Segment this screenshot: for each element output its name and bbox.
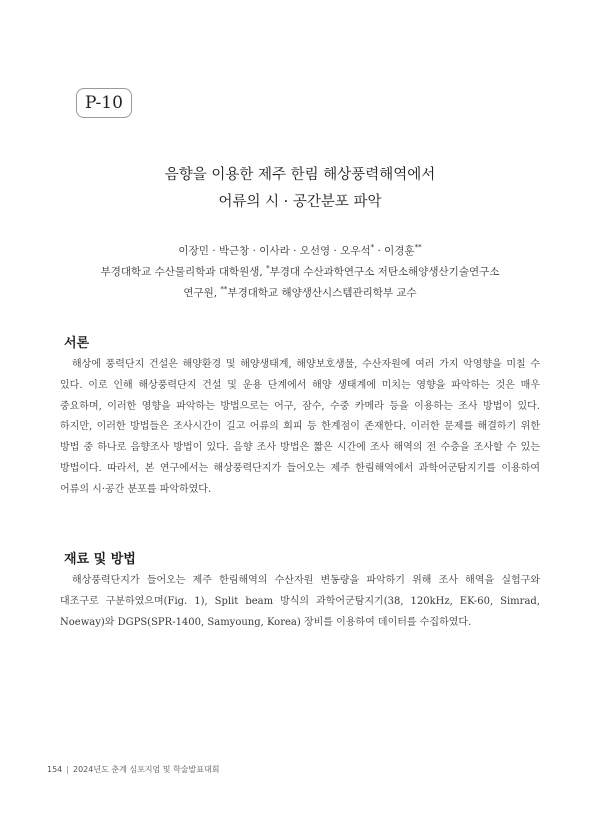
author-mark-1: * <box>370 243 375 252</box>
intro-body: 해상에 풍력단지 건설은 해양환경 및 해양생태계, 해양보호생물, 수산자원에 여러 가지 악영향을 미칠 수 있다. 이로 인해 해상풍력단지 건설 및 운용 단계에서 해양 생태계에 미치는 영향을 파악하는 것은 매우 중요하며, 이러한 영향을 파악하는 방법으로는 어구, 잠수, 수중 카메라 등을 이용하는 조사 방법이 있다. 하지만, 이러한 방법들은 조사시간이 길고 어류의 회피 등 한계점이 존재한다. 이러한 문제를 해결하기 위한 방법 중 하나로 음향조사 방법이 있다. 음향 조사 방법은 짧은 시간에 조사 해역의 전 수층을 조사할 수 있는 방법이다. 따라서, 본 연구에서는 해상풍력단지가 들어오는 제주 한림해역에서 과학어군탐지기를 이용하여 어류의 시·공간 분포를 파악하였다. <box>60 359 540 495</box>
affiliation-line-2 <box>0 283 600 304</box>
intro-heading: 서론 <box>64 336 90 351</box>
page-number: 154 <box>47 765 63 774</box>
author-separator: · <box>374 245 385 257</box>
title-line-2: 어류의 시 · 공간분포 파악 <box>218 194 382 210</box>
author-mark-2: ** <box>414 243 422 252</box>
affiliation-line-1 <box>0 262 600 283</box>
poster-id-badge: P-10 <box>76 88 132 118</box>
affiliation-mark-1: * <box>266 264 270 273</box>
methods-heading: 재료 및 방법 <box>64 552 136 567</box>
methods-section <box>60 548 540 633</box>
affiliation-professor: 부경대학교 해양생산시스템관리학부 교수 <box>227 287 417 299</box>
footer-separator: | <box>66 765 69 774</box>
title-line-1: 음향을 이용한 제주 한림 해상풍력해역에서 <box>164 167 436 183</box>
author-names <box>0 241 600 262</box>
affiliation-mark-2: ** <box>220 285 228 294</box>
author-block <box>0 241 600 304</box>
author-list: 이장민 · 박근창 · 이사라 · 오선영 · 오우석 <box>178 245 371 257</box>
page-footer <box>47 764 219 775</box>
methods-body: 해상풍력단지가 들어오는 제주 한림해역의 수산자원 변동량을 파악하기 위해 조사 해역을 실험구와 대조구로 구분하였으며(Fig. 1), Split beam 방식의 과학어군탐지기(38, 120kHz, EK-60, Simrad, Noeway)와 DGPS(SPR-1400, Samyoung, Korea) 장비를 이용하여 데이터를 수집하였다. <box>60 575 540 628</box>
event-name: 2024년도 춘계 심포지엄 및 학술발표대회 <box>72 765 220 774</box>
paper-title <box>0 162 600 216</box>
author-last: 이경훈 <box>384 245 415 257</box>
affiliation-grad: 부경대학교 수산물리학과 대학원생, <box>100 266 267 278</box>
intro-section <box>60 332 540 501</box>
affiliation-researcher: 연구원, <box>183 287 221 299</box>
affiliation-institute: 부경대 수산과학연구소 저탄소해양생산기술연구소 <box>269 266 500 278</box>
